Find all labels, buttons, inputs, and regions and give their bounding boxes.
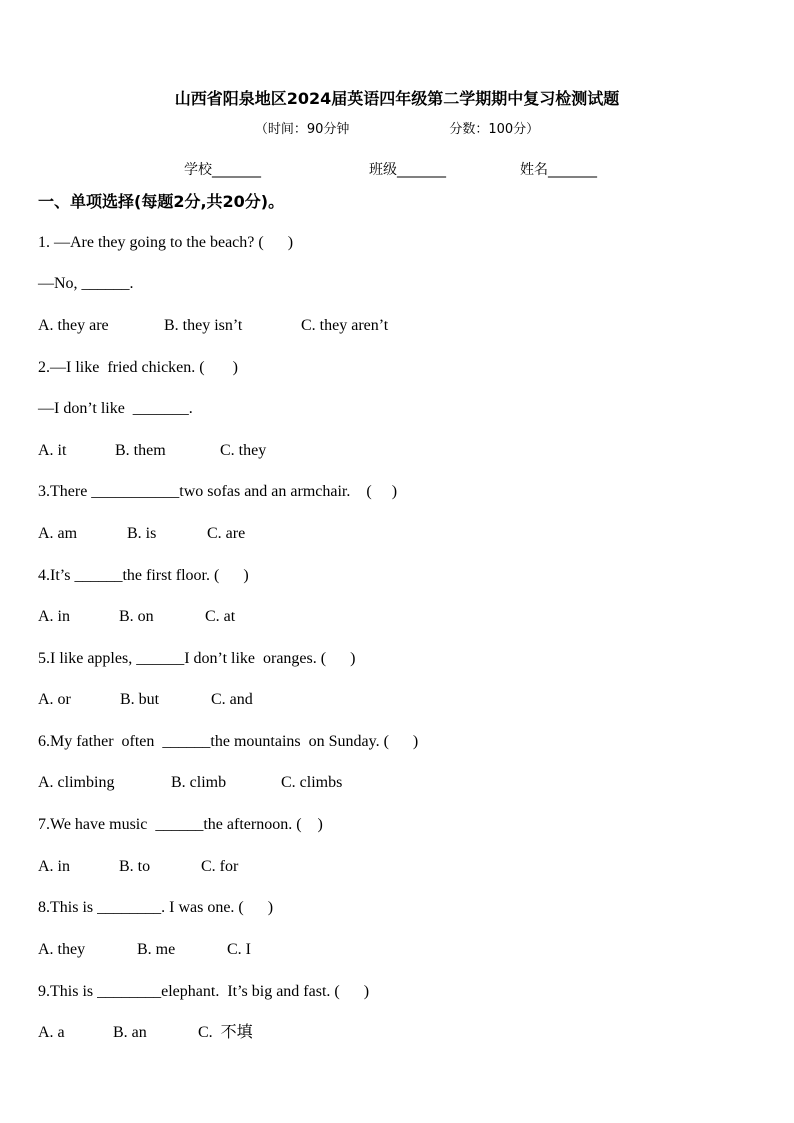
question-7-options — [38, 857, 238, 877]
option-a: A. they — [38, 941, 86, 958]
option-a: A. in — [38, 608, 70, 625]
option-b: B. to — [119, 858, 151, 875]
option-a: A. they are — [38, 317, 109, 334]
question-1-reply: —No, ______. — [38, 275, 134, 292]
option-b: B. an — [113, 1024, 147, 1041]
option-c: C. for — [201, 858, 239, 875]
option-a: A. it — [38, 442, 67, 459]
question-8-stem: 8.This is ________. I was one. ( ) — [38, 899, 274, 916]
option-b: B. them — [115, 442, 166, 459]
option-b: B. climb — [171, 774, 227, 791]
question-3-options — [38, 524, 245, 544]
option-c: C. are — [207, 525, 246, 542]
option-b: B. but — [120, 691, 160, 708]
name-field: 姓名_______ — [520, 162, 597, 178]
exam-title: 山西省阳泉地区2024届英语四年级第二学期期中复习检测试题 — [174, 89, 620, 108]
question-3-stem: 3.There ___________two sofas and an armchair. ( ) — [38, 483, 398, 500]
question-2-options — [38, 441, 266, 461]
school-field: 学校_______ — [184, 162, 261, 178]
question-2-reply: —I don’t like _______. — [38, 400, 193, 417]
option-a: A. climbing — [38, 774, 115, 791]
time-info: （时间：90分钟 — [254, 122, 350, 137]
question-6-options — [38, 773, 342, 793]
option-c: C. and — [211, 691, 253, 708]
question-5-stem: 5.I like apples, ______I don’t like oranges. ( ) — [38, 650, 356, 667]
section-title: 一、单项选择(每题2分,共20分)。 — [38, 192, 285, 211]
question-4-stem: 4.It’s ______the first floor. ( ) — [38, 567, 249, 584]
question-4-options — [38, 607, 235, 627]
option-c: C. I — [227, 941, 251, 958]
option-a: A. a — [38, 1024, 65, 1041]
question-5-options — [38, 690, 253, 710]
option-b: B. they isn’t — [164, 317, 243, 334]
question-1-stem: 1. —Are they going to the beach? ( ) — [38, 234, 294, 251]
option-c: C. they aren’t — [301, 317, 389, 334]
question-1-options — [38, 316, 388, 336]
option-c: C. climbs — [281, 774, 343, 791]
question-6-stem: 6.My father often ______the mountains on Sunday. ( ) — [38, 733, 419, 750]
option-b: B. is — [127, 525, 157, 542]
option-a: A. am — [38, 525, 78, 542]
option-a: A. in — [38, 858, 70, 875]
class-field: 班级_______ — [369, 162, 446, 178]
exam-info — [0, 118, 794, 137]
question-8-options — [38, 940, 251, 960]
option-c: C. 不填 — [198, 1024, 253, 1041]
option-b: B. on — [119, 608, 154, 625]
question-7-stem: 7.We have music ______the afternoon. ( ) — [38, 816, 323, 833]
option-a: A. or — [38, 691, 71, 708]
option-c: C. they — [220, 442, 267, 459]
score-info: 分数：100分） — [449, 122, 540, 137]
question-9-stem: 9.This is ________elephant. It’s big and fast. ( ) — [38, 983, 370, 1000]
question-2-stem: 2.—I like fried chicken. ( ) — [38, 359, 238, 376]
option-c: C. at — [205, 608, 236, 625]
option-b: B. me — [137, 941, 176, 958]
question-9-options — [38, 1023, 253, 1043]
